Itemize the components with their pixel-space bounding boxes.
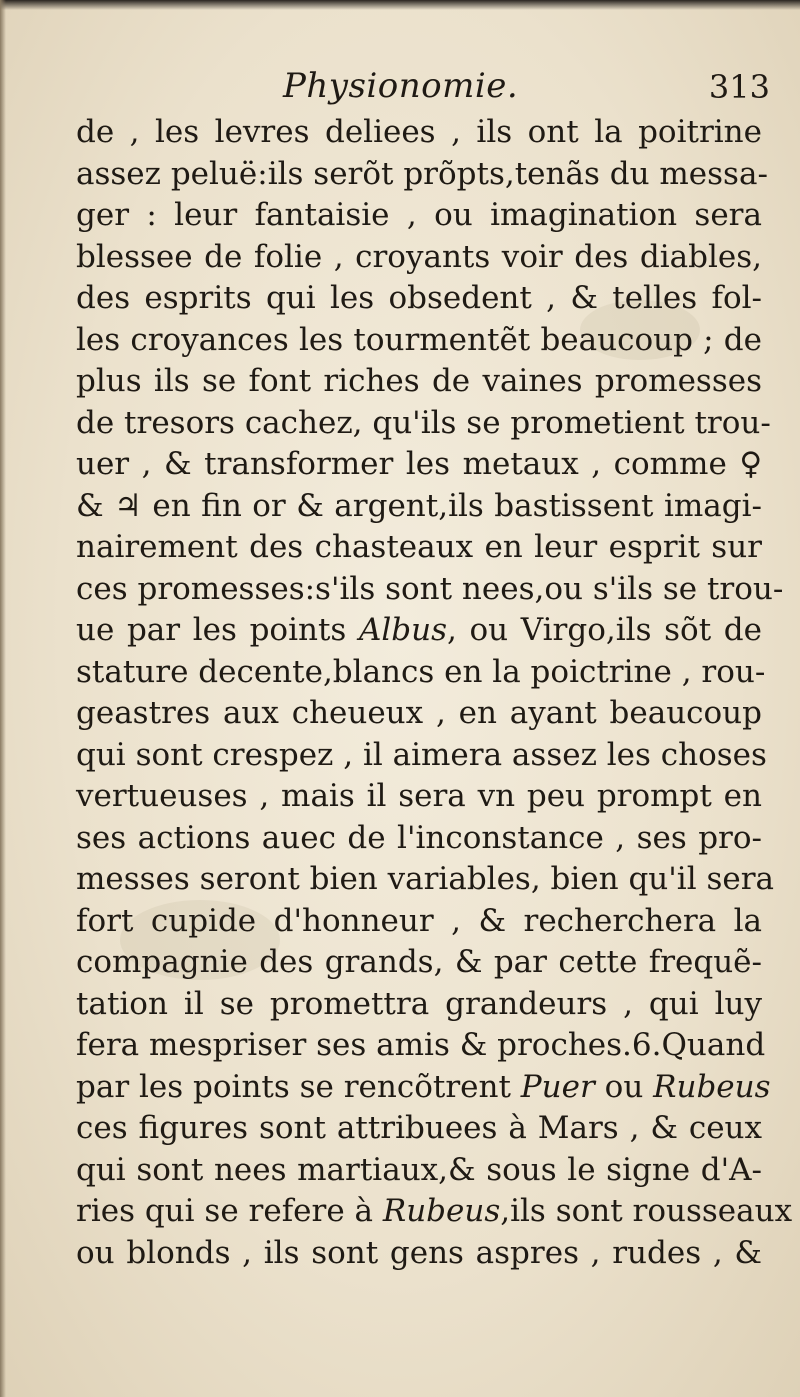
- text-segment: ,ils sont rousseaux: [500, 1193, 793, 1229]
- text-line: [76, 1108, 762, 1150]
- text-line: [76, 1067, 771, 1109]
- text-segment: nairement des chasteaux en leur esprit sur: [76, 529, 762, 565]
- page-header: [0, 66, 800, 116]
- text-segment: de tresors cachez, qu'ils se prometient trou-: [76, 404, 771, 441]
- text-line: [76, 776, 762, 818]
- italic-term: Puer: [520, 1068, 595, 1105]
- text-segment: ces figures sont attribuees à Mars , & ceux: [76, 1110, 762, 1146]
- text-line: [76, 818, 762, 860]
- text-line: [76, 652, 766, 694]
- text-segment: messes seront bien variables, bien qu'il sera: [76, 861, 775, 897]
- text-line: [76, 1191, 793, 1233]
- text-line: [76, 610, 762, 652]
- text-segment: uer , & transformer les metaux , comme ♀: [76, 446, 762, 482]
- text-segment: geastres aux cheueux , en ayant beaucoup: [76, 695, 762, 731]
- text-segment: vertueuses , mais il sera vn peu prompt en: [76, 778, 762, 814]
- text-segment: plus ils se font riches de vaines promesses: [76, 363, 762, 399]
- text-segment: ces promesses:s'ils sont nees,ou s'ils se trou-: [76, 570, 784, 607]
- page-top-edge: [0, 0, 800, 10]
- text-segment: fera mespriser ses amis & proches.6.Quand: [76, 1027, 766, 1063]
- text-line: [76, 444, 762, 486]
- italic-term: Rubeus: [382, 1193, 501, 1229]
- text-segment: qui sont crespez , il aimera assez les choses: [76, 736, 767, 773]
- text-segment: ue par les points: [76, 612, 359, 648]
- text-line: [76, 1150, 762, 1192]
- page-number: 313: [708, 68, 770, 106]
- text-segment: compagnie des grands, & par cette frequẽ-: [76, 944, 762, 980]
- text-line: [76, 859, 775, 901]
- text-line: [76, 320, 762, 362]
- text-line: [76, 403, 771, 445]
- text-line: [76, 984, 762, 1026]
- text-segment: ses actions auec de l'inconstance , ses pro-: [76, 819, 762, 856]
- italic-term: Albus: [358, 612, 448, 648]
- text-segment: blessee de folie , croyants voir des diables,: [76, 238, 762, 275]
- text-segment: les croyances les tourmentẽt beaucoup ; de: [76, 321, 762, 358]
- text-line: [76, 112, 762, 154]
- text-segment: ou blonds , ils sont gens aspres , rudes , &: [76, 1234, 762, 1271]
- text-segment: ger : leur fantaisie , ou imagination sera: [76, 197, 762, 233]
- text-line: [76, 278, 762, 320]
- text-line: [76, 942, 762, 984]
- text-segment: ries qui se refere à: [76, 1193, 383, 1229]
- text-segment: fort cupide d'honneur , & recherchera la: [76, 902, 762, 939]
- text-segment: , ou Virgo,ils sõt de: [447, 612, 762, 648]
- text-segment: tation il se promettra grandeurs , qui luy: [76, 985, 762, 1022]
- text-segment: stature decente,blancs en la poictrine , rou-: [76, 653, 766, 690]
- text-segment: & ♃ en fin or & argent,ils bastissent imagi-: [76, 487, 762, 524]
- text-line: [76, 154, 768, 196]
- text-line: [76, 735, 767, 777]
- text-line: [76, 527, 762, 569]
- text-line: [76, 569, 784, 611]
- italic-term: Rubeus: [653, 1068, 771, 1105]
- text-segment: de , les levres deliees , ils ont la poitrine: [76, 114, 762, 150]
- text-line: [76, 1025, 766, 1067]
- text-segment: des esprits qui les obsedent , & telles fol-: [76, 280, 762, 316]
- text-segment: assez peluë:ils serõt prõpts,tenãs du messa-: [76, 155, 768, 192]
- text-line: [76, 901, 762, 943]
- text-line: [76, 361, 762, 403]
- body-text: [76, 112, 793, 1274]
- text-line: [76, 486, 762, 528]
- text-segment: qui sont nees martiaux,& sous le signe d'A-: [76, 1151, 762, 1188]
- running-title: Physionomie.: [283, 66, 519, 106]
- text-line: [76, 195, 762, 237]
- page-left-edge: [0, 0, 6, 1397]
- text-line: [76, 693, 762, 735]
- text-segment: ou: [594, 1068, 654, 1105]
- text-line: [76, 237, 762, 279]
- text-line: [76, 1233, 762, 1275]
- text-segment: par les points se rencõtrent: [76, 1068, 521, 1105]
